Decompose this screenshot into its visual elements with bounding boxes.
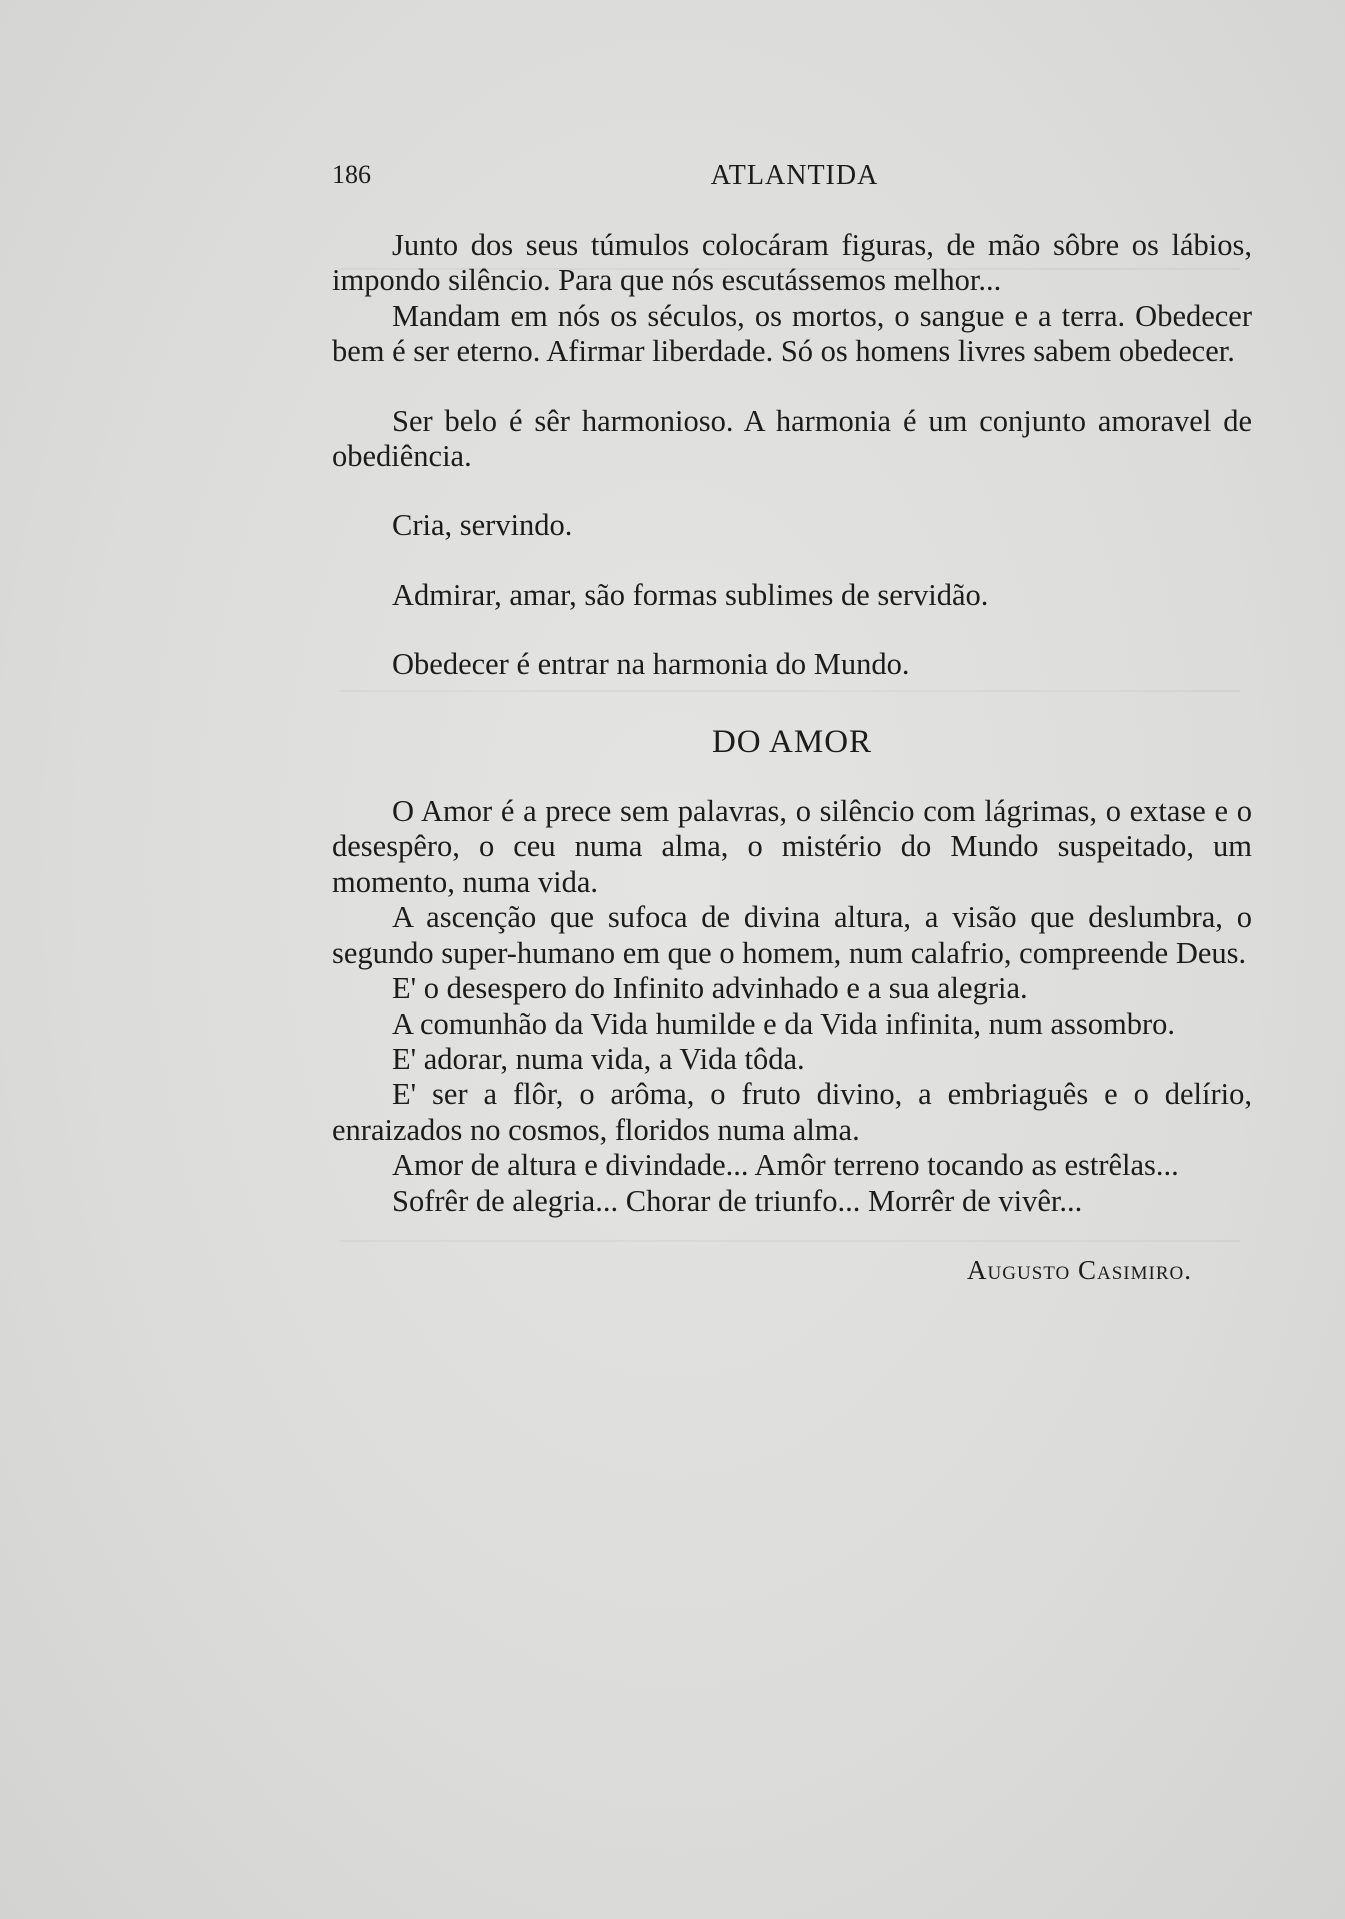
- page-number: 186: [332, 160, 371, 189]
- paragraph: Junto dos seus túmulos colocáram figuras, de mão sôbre os lábios, impondo silêncio. Para que nós escutássemos melhor...: [332, 228, 1252, 298]
- paragraph: E' o desespero do Infinito advinhado e a sua alegria.: [392, 971, 1028, 1006]
- paragraph: Ser belo é sêr harmonioso. A harmonia é um conjunto amoravel de obediência.: [332, 403, 1252, 474]
- author-signature: Augusto Casimiro.: [967, 1254, 1192, 1285]
- paragraph: Mandam em nós os séculos, os mortos, o sangue e a terra. Obedecer bem é ser eterno. Afirmar liberdade. Só os homens livres sabem obedecer.: [332, 298, 1252, 369]
- paragraph: Admirar, amar, são formas sublimes de servidão.: [392, 577, 989, 612]
- paragraph: Cria, servindo.: [392, 508, 573, 543]
- running-title: ATLANTIDA: [710, 160, 879, 191]
- paragraph: Obedecer é entrar na harmonia do Mundo.: [392, 647, 910, 682]
- paragraph: O Amor é a prece sem palavras, o silêncio com lágrimas, o extase e o desespêro, o ceu numa alma, o mistério do Mundo suspeitado, um momento, numa vida.: [332, 794, 1252, 899]
- paragraph: E' adorar, numa vida, a Vida tôda.: [392, 1041, 805, 1076]
- paragraph: Amor de altura e divindade... Amôr terreno tocando as estrêlas...: [392, 1148, 1179, 1183]
- paragraph: Sofrêr de alegria... Chorar de triunfo... Morrêr de vivêr...: [392, 1183, 1083, 1218]
- section-title: DO AMOR: [711, 723, 873, 760]
- paragraph: A ascenção que sufoca de divina altura, a visão que deslumbra, o segundo super-humano em que o homem, num calafrio, compreende Deus.: [332, 900, 1252, 970]
- paragraph: E' ser a flôr, o arôma, o fruto divino, a embriaguês e o delírio, enraizados no cosmos, floridos numa alma.: [332, 1077, 1252, 1147]
- paragraph: A comunhão da Vida humilde e da Vida infinita, num assombro.: [392, 1006, 1175, 1041]
- page-header: [332, 160, 1257, 200]
- page-body: [332, 228, 1252, 1288]
